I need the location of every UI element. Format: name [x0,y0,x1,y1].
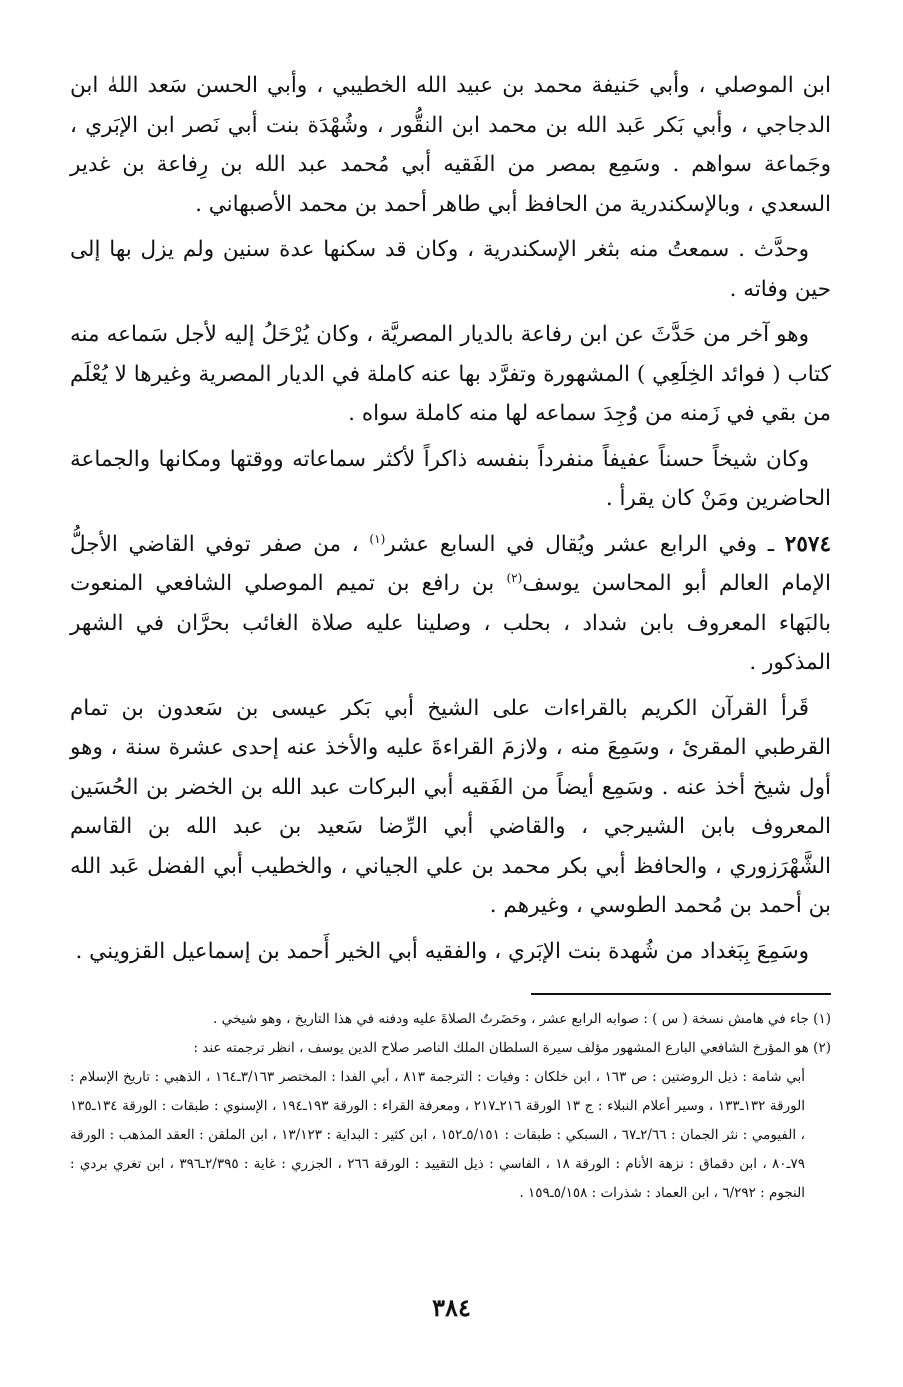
footnote-ref-2: (٢) [506,570,523,585]
paragraph-3: وهو آخر من حَدَّثَ عن ابن رفاعة بالديار المصريَّة ، وكان يُرْحَلُ إليه لأجل سَماعه منه كتاب ( فوائد الخِلَعِي ) المشهورة وتفرَّد بها عنه كاملة في الديار المصرية وغيرها لا يُعْلَم من بقي في زَمنه من وُجِدَ سماعه لها منه كاملة سواه . [70,322,831,426]
footnote-1 [70,1005,831,1034]
footnote-separator [531,993,831,995]
footnote-1-text: جاء في هامش نسخة ( س ) : صوابه الرابع عشر ، وحَضَرتُ الصلاةَ عليه ودفنه في هذا التاريخ ، وهو شيخي . [212,1011,809,1027]
paragraph-6: وسَمِعَ بِبَغداد من شُهدة بنت الإبَري ، والفقيه أبي الخير أَحمد بن إسماعيل القزويني . [75,938,809,964]
paragraph-4: وكان شيخاً حسناً عفيفاً منفرداً بنفسه ذاكراً لأكثر سماعاته ووقتها ومكانها والجماعة الحاضرين ومَنْ كان يقرأ . [70,446,831,511]
page-number: ٣٨٤ [432,1293,471,1322]
entry-text-part-2: ، من صفر توفي القاضي الأجلُّ الإمام العالم أبو المحاسن يوسف [70,531,832,596]
entry-2574 [70,525,831,683]
entry-text-part-3: بن رافع بن تميم الموصلي الشافعي المنعوت بالبَهاء المعروف بابن شداد ، بحلب ، وصلينا عليه صلاة الغائب بحرَّان في الشهر المذكور . [70,571,831,675]
paragraph-2: وحدَّث . سمعتُ منه بثغر الإسكندرية ، وكان قد سكنها عدة سنين ولم يزل بها إلى حين وفاته . [70,237,831,302]
footnote-1-label: (١) [813,1011,831,1027]
footnote-2-sources: أبي شامة : ذيل الروضتين : ص ١٦٣ ، ابن خلكان : وفيات : الترجمة ٨١٣ ، أبي الفدا : المختصر ٣/١٦٣ـ١٦٤ ، الذهبي : تاريخ الإسلام : الورقة ١٣٢ـ١٣٣ ، وسير أعلام النبلاء : ج ١٣ الورقة ٢١٦ـ٢١٧ ، ومعرفة القراء : الورقة ١٩٣ـ١٩٤ ، الإسنوي : طبقات : الورقة ١٣٤ـ١٣٥ ، الفيومي : نثر الجمان : ٢/٦٦ـ٦٧ ، السبكي : طبقات : ٥/١٥١ـ١٥٢ ، ابن كثير : البداية : ١٣/١٢٣ ، ابن الملقن : العقد المذهب : الورقة ٧٩ـ٨٠ ، ابن دقماق : نزهة الأنام : الورقة ١٨ ، الفاسي : ذيل التقييد : الورقة ٢٦٦ ، الجزري : غاية : ٢/٣٩٥ـ٣٩٦ ، ابن تغري بردي : النجوم : ٦/٢٩٢ ، ابن العماد : شذرات : ٥/١٥٨ـ١٥٩ . [70,1069,805,1201]
book-page [70,66,831,1387]
footnote-ref-1: (١) [369,531,386,546]
footnotes [70,1005,831,1208]
main-text [70,66,831,971]
paragraph-5: قَرأ القرآن الكريم بالقراءات على الشيخ أبي بَكر عيسى بن سَعدون بن تمام القرطبي المقرئ ، وسَمِعَ منه ، ولازمَ القراءةَ عليه والأخذ عنه إحدى عشرة سنة ، وهو أول شيخ أخذ عنه . وسَمِع أيضاً من الفَقيه أبي البركات عبد الله بن الخضر بن الحُسَين المعروف بابن الشيرجي ، والقاضي أبي الرِّضا سَعيد بن عبد الله بن القاسم الشَّهْرَزوري ، والحافظ أبي بكر محمد بن علي الجياني ، والخطيب أبي الفضل عَبد الله بن أحمد بن مُحمد الطوسي ، وغيرهم . [70,695,831,918]
footnote-2 [70,1034,831,1063]
footnote-2-label: (٢) [813,1040,831,1056]
entry-number: ٢٥٧٤ [784,531,831,557]
paragraph-1: ابن الموصلي ، وأبي حَنيفة محمد بن عبيد الله الخطيبي ، وأبي الحسن سَعد اللهٰ ابن الدجاجي ، وأبي بَكر عَبد الله بن محمد ابن النقُّور ، وشُهْدَة بنت أبي نَصر ابن الإبَري ، وجَماعة سواهم . وسَمِع بمصر من الفَقيه أبي مُحمد عبد الله بن رِفاعة بن غدير السعدي ، وبالإسكندرية من الحافظ أبي طاهر أحمد بن محمد الأصبهاني . [70,73,831,217]
footnote-2-text: هو المؤرخ الشافعي البارع المشهور مؤلف سيرة السلطان الملك الناصر صلاح الدين يوسف ، انظر ترجمته عند : [193,1040,809,1056]
entry-text-part-1: ـ وفي الرابع عشر ويُقال في السابع عشر [385,531,785,557]
